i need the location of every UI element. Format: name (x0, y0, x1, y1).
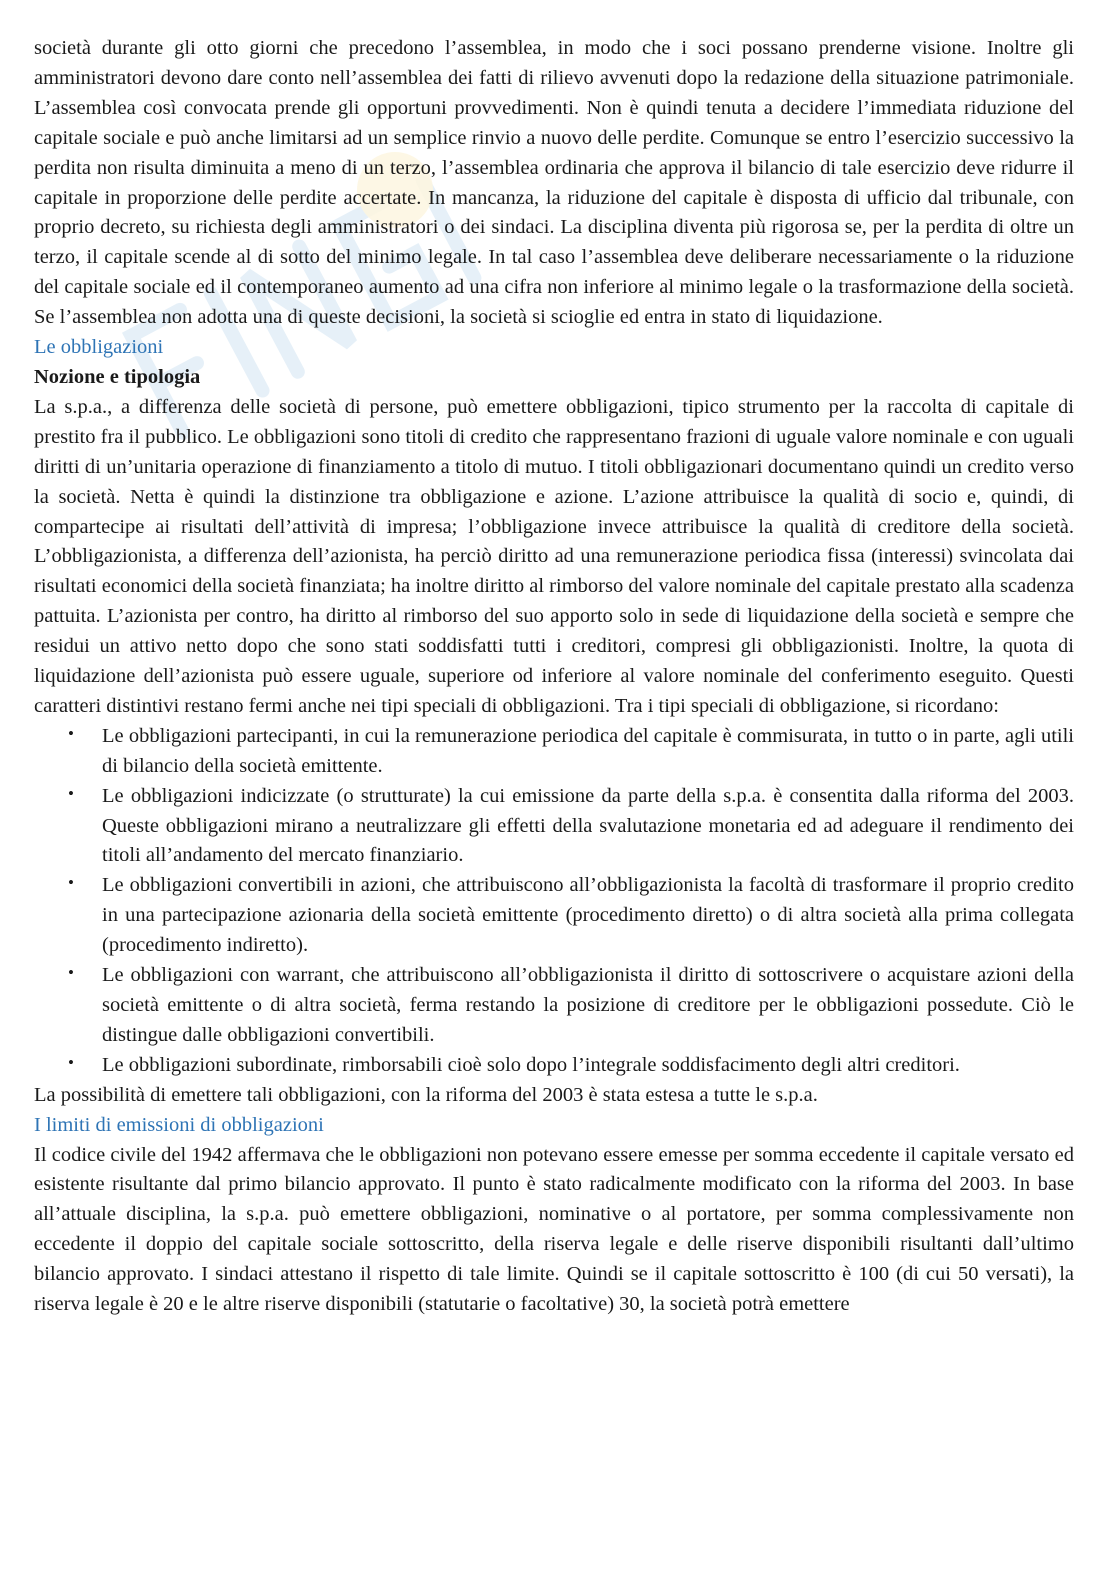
bullet-icon: • (68, 1052, 74, 1072)
section-title-limiti: I limiti di emissioni di obbligazioni (34, 1113, 324, 1136)
subsection-title-nozione: Nozione e tipologia (34, 365, 201, 388)
bullet-icon: • (68, 963, 74, 983)
list-item (68, 961, 1074, 1051)
document-page (34, 34, 1074, 1320)
list-item-text: Le obbligazioni indicizzate (o strutturate) la cui emissione da parte della s.p.a. è consentita dalla riforma del 2003. Queste obbligazioni mirano a neutralizzare gli effetti della svalutazione monetaria ed ad adeguare il rendimento dei titoli all’andamento del mercato finanziario. (102, 784, 1074, 867)
list-item (68, 1051, 1074, 1081)
list-item-text: Le obbligazioni partecipanti, in cui la remunerazione periodica del capitale è commisurata, in tutto o in parte, agli utili di bilancio della società emittente. (102, 724, 1074, 777)
bullet-icon: • (68, 723, 74, 743)
closing-paragraph: La possibilità di emettere tali obbligazioni, con la riforma del 2003 è stata estesa a tutte le s.p.a. (34, 1083, 818, 1106)
list-item (68, 871, 1074, 961)
list-item (68, 722, 1074, 782)
obbligazioni-paragraph: La s.p.a., a differenza delle società di persone, può emettere obbligazioni, tipico strumento per la raccolta di capitale di prestito fra il pubblico. Le obbligazioni sono titoli di credito che rappresentano frazioni di uguale valore nominale e con uguali diritti di un’unitaria operazione di finanziamento a titolo di mutuo. I titoli obbligazionari documentano quindi un credito verso la società. Netta è quindi la distinzione tra obbligazione e azione. L’azione attribuisce la qualità di socio e, quindi, di compartecipe ai risultati dell’attività di impresa; l’obbligazione invece attribuisce la qualità di creditore della società. L’obbligazionista, a differenza dell’azionista, ha perciò diritto ad una remunerazione periodica fissa (interessi) svincolata dai risultati economici della società finanziata; ha inoltre diritto al rimborso del valore nominale del capitale prestato alla scadenza pattuita. L’azionista per contro, ha diritto al rimborso del suo apporto solo in sede di liquidazione della società e sempre che residui un attivo netto dopo che sono stati soddisfatti tutti i creditori, compresi gli obbligazionisti. Inoltre, la quota di liquidazione dell’azionista può essere uguale, superiore od inferiore al valore nominale del conferimento eseguito. Questi caratteri distintivi restano fermi anche nei tipi speciali di obbligazioni. Tra i tipi speciali di obbligazione, si ricordano: (34, 395, 1074, 717)
bullet-icon: • (68, 783, 74, 803)
list-item-text: Le obbligazioni con warrant, che attribuiscono all’obbligazionista il diritto di sottoscrivere o acquistare azioni della società emittente o di altra società, ferma restando la posizione di creditore per le obbligazioni possedute. Ciò le distingue dalle obbligazioni convertibili. (102, 964, 1074, 1046)
list-item (68, 782, 1074, 872)
list-item-text: Le obbligazioni convertibili in azioni, che attribuiscono all’obbligazionista la facoltà di trasformare il proprio credito in una partecipazione azionaria della società emittente (procedimento diretto) o di altra società alla prima collegata (procedimento indiretto). (102, 874, 1074, 957)
limiti-paragraph: Il codice civile del 1942 affermava che le obbligazioni non potevano essere emesse per somma eccedente il capitale versato ed esistente risultante dal primo bilancio approvato. Il punto è stato radicalmente modificato con la riforma del 2003. In base all’attuale disciplina, la s.p.a. può emettere obbligazioni, nominative o al portatore, per somma complessivamente non eccedente il doppio del capitale sociale sottoscritto, della riserva legale e delle riserve disponibili risultanti dall’ultimo bilancio approvato. I sindaci attestano il rispetto di tale limite. Quindi se il capitale sottoscritto è 100 (di cui 50 versati), la riserva legale è 20 e le altre riserve disponibili (statutarie o facoltative) 30, la società potrà emettere (34, 1143, 1074, 1316)
section-title-obbligazioni: Le obbligazioni (34, 336, 164, 359)
bullet-icon: • (68, 873, 74, 893)
list-item-text: Le obbligazioni subordinate, rimborsabili cioè solo dopo l’integrale soddisfacimento degli altri creditori. (102, 1053, 960, 1076)
bullet-list-tipi-obbligazioni (34, 722, 1074, 1081)
intro-paragraph: società durante gli otto giorni che precedono l’assemblea, in modo che i soci possano prenderne visione. Inoltre gli amministratori devono dare conto nell’assemblea dei fatti di rilievo avvenuti dopo la redazione della situazione patrimoniale. L’assemblea così convocata prende gli opportuni provvedimenti. Non è quindi tenuta a decidere l’immediata riduzione del capitale sociale e può anche limitarsi ad un semplice rinvio a nuovo delle perdite. Comunque se entro l’esercizio successivo la perdita non risulta diminuita a meno di un terzo, l’assemblea ordinaria che approva il bilancio di tale esercizio deve ridurre il capitale in proporzione delle perdite accertate. In mancanza, la riduzione del capitale è disposta di ufficio dal tribunale, con proprio decreto, su richiesta degli amministratori o dei sindaci. La disciplina diventa più rigorosa se, per la perdita di oltre un terzo, il capitale scende al di sotto del minimo legale. In tal caso l’assemblea deve deliberare necessariamente o la riduzione del capitale sociale ed il contemporaneo aumento ad una cifra non inferiore al minimo legale o la trasformazione della società. Se l’assemblea non adotta una di queste decisioni, la società si scioglie ed entra in stato di liquidazione. (34, 37, 1074, 329)
